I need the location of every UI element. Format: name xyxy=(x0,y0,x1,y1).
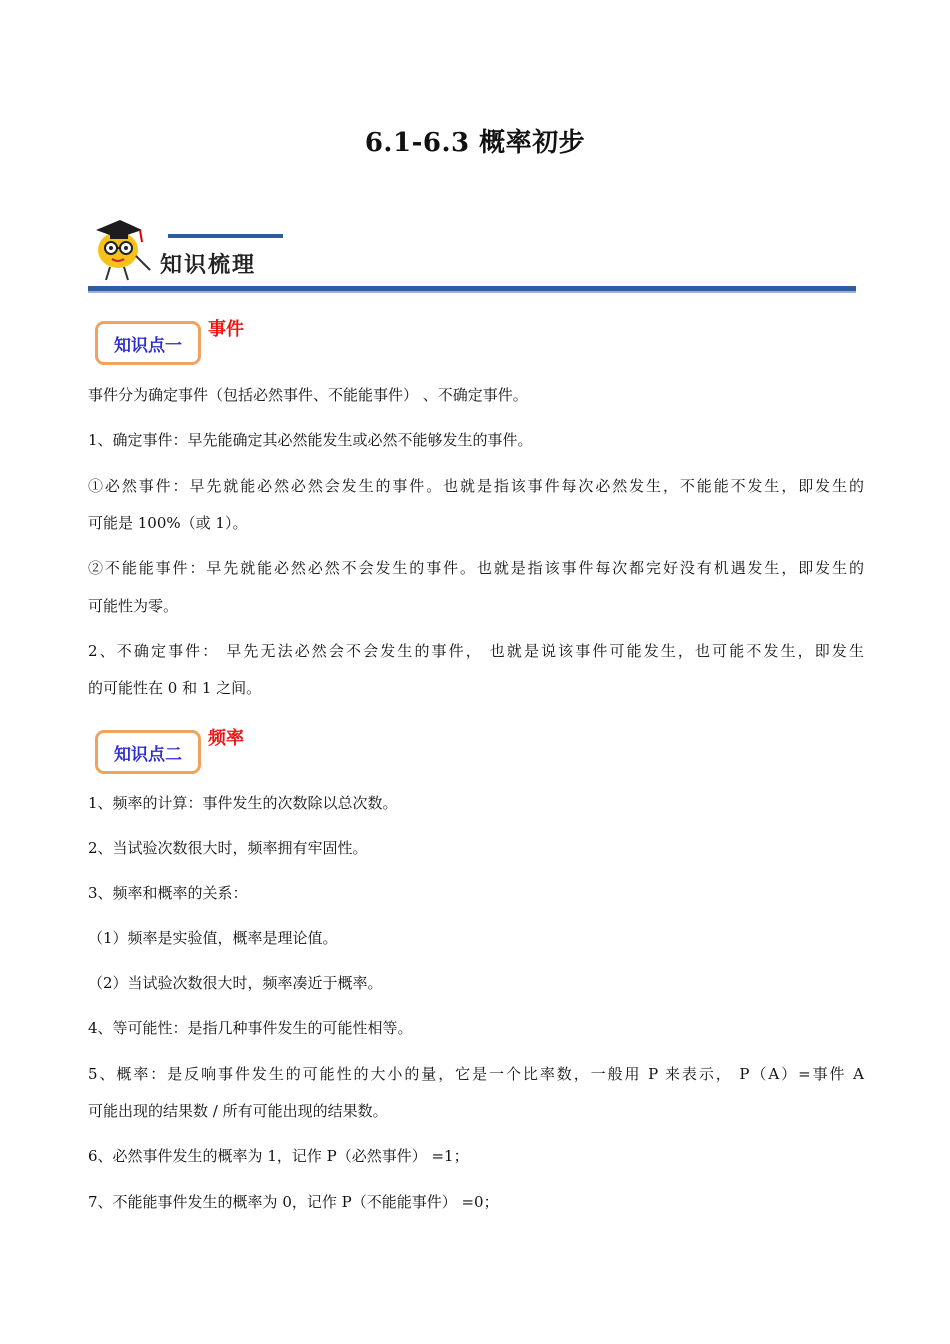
knowledge-point-2-heading: 频率 xyxy=(208,728,244,749)
section1-line-7: 的可能性在 0 和 1 之间。 xyxy=(88,679,262,697)
section1-line-6: 2、不确定事件： 早先无法必然会不会发生的事件， 也就是说该事件可能发生，也可能不发生，即发生 xyxy=(88,642,864,660)
section2-line-0: 1、频率的计算：事件发生的次数除以总次数。 xyxy=(88,794,398,812)
section2-line-4: （2）当试验次数很大时，频率凑近于概率。 xyxy=(88,974,383,992)
section2-line-1: 2、当试验次数很大时，频率拥有牢固性。 xyxy=(88,839,368,857)
section1-line-3: 可能是 100%（或 1）。 xyxy=(88,514,248,532)
section2-line-6: 5、概率：是反响事件发生的可能性的大小的量，它是一个比率数，一般用 P 来表示， P（A）=事件 A xyxy=(88,1065,864,1083)
section2-line-7: 可能出现的结果数 / 所有可能出现的结果数。 xyxy=(88,1102,388,1120)
section1-line-5: 可能性为零。 xyxy=(88,597,179,615)
banner-label: 知识梳理 xyxy=(160,253,257,278)
section2-line-9: 7、不能能事件发生的概率为 0，记作 P（不能能事件） =0； xyxy=(88,1193,499,1211)
knowledge-banner xyxy=(88,212,858,297)
section2-line-3: （1）频率是实验值，概率是理论值。 xyxy=(88,929,338,947)
page-title: 6.1-6.3 概率初步 xyxy=(364,128,586,158)
section1-line-2: ①必然事件：早先就能必然必然会发生的事件。也就是指该事件每次必然发生，不能能不发生，即发生的 xyxy=(88,477,864,495)
section1-line-1: 1、确定事件：早先能确定其必然能发生或必然不能够发生的事件。 xyxy=(88,431,533,449)
section1-line-0: 事件分为确定事件（包括必然事件、不能能事件） 、不确定事件。 xyxy=(88,386,528,404)
section2-line-8: 6、必然事件发生的概率为 1，记作 P（必然事件） =1； xyxy=(88,1147,469,1165)
knowledge-point-1-box: 知识点一 xyxy=(95,321,201,365)
section1-line-4: ②不能能事件：早先就能必然必然不会发生的事件。也就是指该事件每次都完好没有机遇发生，即发生的 xyxy=(88,559,864,577)
section2-line-2: 3、频率和概率的关系： xyxy=(88,884,248,902)
knowledge-point-2-box: 知识点二 xyxy=(95,730,201,774)
section2-line-5: 4、等可能性：是指几种事件发生的可能性相等。 xyxy=(88,1019,413,1037)
knowledge-point-1-heading: 事件 xyxy=(208,319,244,340)
